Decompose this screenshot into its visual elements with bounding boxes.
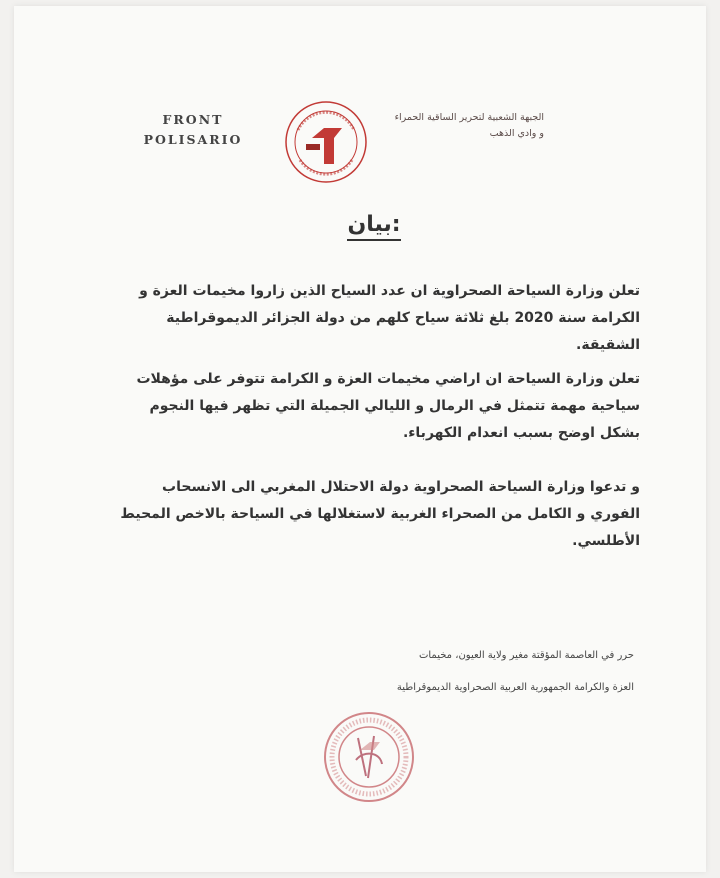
polisario-emblem-icon bbox=[284, 100, 368, 184]
place-line: حرر في العاصمة المؤقتة مغير ولاية العيون، مخيمات bbox=[418, 650, 634, 661]
paragraph-2: تعلن وزارة السياحة ان اراضي مخيمات العزة و الكرامة تتوفر على مؤهلات سياحية مهمة تتمثل في الرمال و الليالي الجميلة التي تظهر فيها النجوم بشكل اوضح بسبب انعدام الكهرباء. bbox=[136, 371, 640, 441]
org-name-latin-line2: POLISARIO bbox=[143, 132, 243, 147]
paragraph-3: و تدعوا وزارة السياحة الصحراوية دولة الاحتلال المغربي الى الانسحاب الفوري و الكامل من الصحراء الغربية لاستغلالها في السياحة بالاخص المحيط الأطلسي. bbox=[120, 479, 640, 549]
org-name-arabic bbox=[394, 110, 544, 142]
official-stamp-icon bbox=[322, 710, 416, 804]
statement-heading-text: بيان: bbox=[347, 212, 400, 241]
paragraph-1: تعلن وزارة السياحة الصحراوية ان عدد السياح الذين زاروا مخيمات العزة و الكرامة سنة 2020 بلغ ثلاثة سياح كلهم من دولة الجزائر الديموقراطية الشقيقة. bbox=[139, 283, 640, 353]
closing-line: العزة والكرامة الجمهورية العربية الصحراوية الديموقراطية bbox=[396, 682, 634, 693]
org-name-latin-line1: FRONT bbox=[162, 112, 224, 127]
org-name-arabic-line1: الجبهة الشعبية لتحرير الساقية الحمراء bbox=[394, 112, 544, 123]
org-name-latin bbox=[138, 110, 248, 150]
document-page bbox=[14, 6, 706, 872]
statement-heading bbox=[294, 212, 454, 237]
org-name-arabic-line2: و وادي الذهب bbox=[489, 128, 544, 139]
